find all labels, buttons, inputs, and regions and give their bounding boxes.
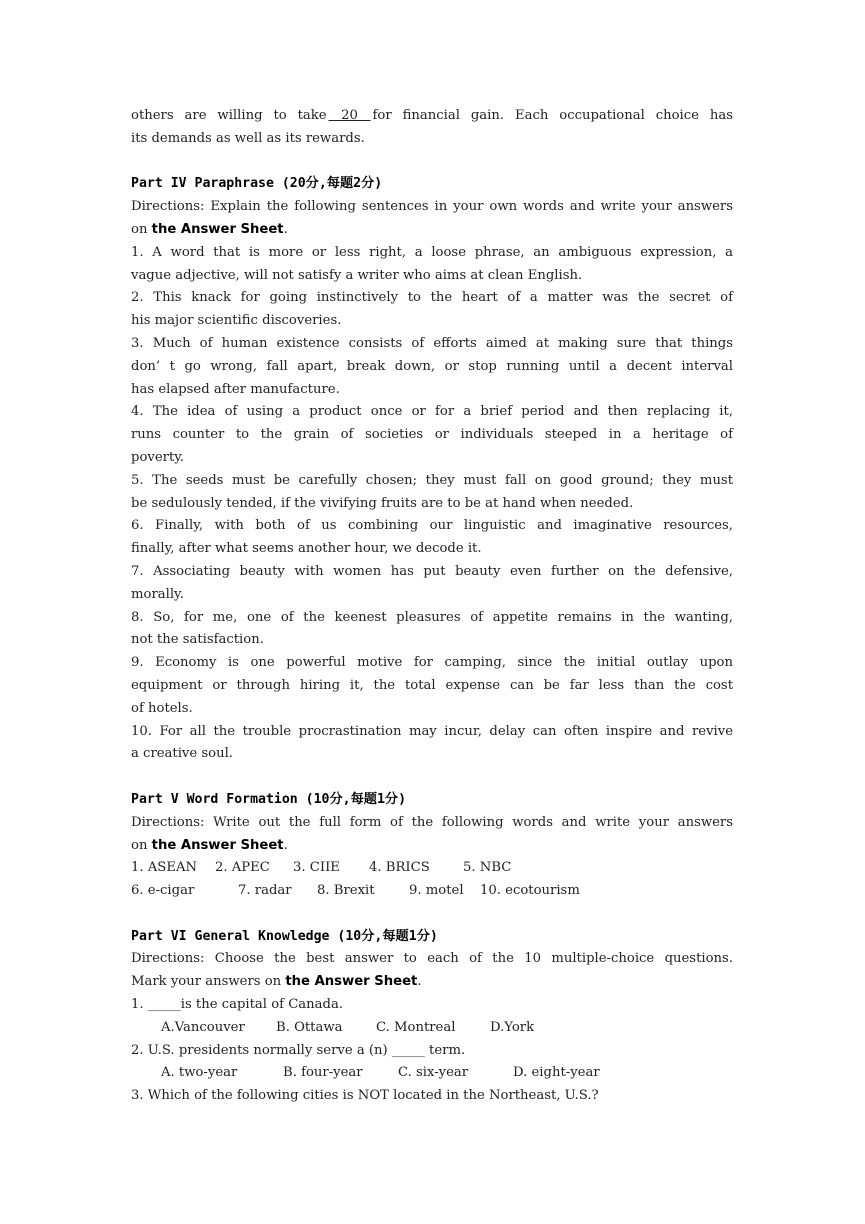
question-1: 1. _____is the capital of Canada. [131,997,344,1013]
option-c: C. six-year [398,1065,469,1081]
paraphrase-line: 3. Much of human existence consists of efforts aimed at making sure that things [131,335,733,351]
answer-sheet-label: the Answer Sheet [285,974,418,990]
paraphrase-item [131,652,733,720]
option-a: A.Vancouver [161,1019,245,1035]
word-item: 6. e-cigar [131,883,195,899]
paraphrase-item [131,333,733,401]
part5-directions-1: Directions: Write out the full form of the following words and write your answers [131,814,733,830]
answer-sheet-label: the Answer Sheet [151,221,284,237]
option-a: A. two-year [161,1065,238,1081]
document-page [131,105,733,1108]
question-2-options [131,1062,733,1085]
paraphrase-line: poverty. [131,449,185,465]
word-item: 8. Brexit [317,883,375,899]
spacer [131,766,733,789]
paraphrase-line: equipment or through hiring it, the total expense can be far less than the cost [131,677,733,693]
paraphrase-list [131,242,733,766]
directions-text: on [131,837,148,853]
word-item: 9. motel [409,883,464,899]
option-d: D.York [490,1019,535,1035]
part4-directions-1: Directions: Explain the following sentences in your own words and write your answers [131,199,733,215]
part6-directions-2 [131,971,733,994]
paraphrase-line: 8. So, for me, one of the keenest pleasures of appetite remains in the wanting, [131,609,733,625]
word-item: 1. ASEAN [131,860,198,876]
intro-text: for financial gain. Each occupational choice has [372,108,733,123]
paraphrase-line: 4. The idea of using a product once or for a brief period and then replacing it, [131,404,733,420]
option-d: D. eight-year [513,1065,600,1081]
paraphrase-line: 10. For all the trouble procrastination may incur, delay can often inspire and revive [131,723,733,739]
question-3: 3. Which of the following cities is NOT located in the Northeast, U.S.? [131,1088,599,1104]
directions-text: . [417,974,422,990]
question-2: 2. U.S. presidents normally serve a (n) _____ term. [131,1042,466,1058]
intro-text: others are willing to take [131,108,327,123]
paraphrase-line: 5. The seeds must be carefully chosen; they must fall on good ground; they must [131,472,733,488]
option-c: C. Montreal [376,1019,456,1035]
paraphrase-item [131,470,733,516]
part4-directions-2 [131,219,733,242]
word-item: 2. APEC [215,860,270,876]
word-row-2 [131,880,733,903]
directions-text: Mark your answers on [131,974,282,990]
option-b: B. four-year [283,1065,363,1081]
paraphrase-item [131,515,733,561]
blank-number: 20 [336,108,363,123]
paraphrase-item [131,401,733,469]
directions-text: . [283,221,288,237]
paraphrase-line: 6. Finally, with both of us combining our linguistic and imaginative resources, [131,518,733,534]
paraphrase-line: 9. Economy is one powerful motive for camping, since the initial outlay upon [131,655,733,671]
part6-directions-1: Directions: Choose the best answer to each of the 10 multiple-choice questions. [131,951,733,967]
paraphrase-item [131,287,733,333]
paraphrase-line: 7. Associating beauty with women has put beauty even further on the defensive, [131,563,733,579]
answer-sheet-label: the Answer Sheet [151,837,284,853]
paraphrase-line: be sedulously tended, if the vivifying fruits are to be at hand when needed. [131,495,634,511]
option-b: B. Ottawa [276,1019,343,1035]
spacer [131,151,733,174]
part5-directions-2 [131,835,733,858]
word-row-1 [131,857,733,880]
word-item: 3. CIIE [293,860,340,876]
paraphrase-line: don’ t go wrong, fall apart, break down, or stop running until a decent interval [131,358,733,374]
paraphrase-line: morally. [131,586,184,602]
paraphrase-line: 2. This knack for going instinctively to the heart of a matter was the secret of [131,290,733,306]
paraphrase-line: 1. A word that is more or less right, a loose phrase, an ambiguous expression, a [131,244,733,260]
paraphrase-line: finally, after what seems another hour, we decode it. [131,541,482,557]
paraphrase-line: not the satisfaction. [131,632,264,648]
paraphrase-item [131,721,733,767]
intro-line-2: its demands as well as its rewards. [131,130,365,146]
question-1-options [131,1017,733,1040]
paraphrase-line: of hotels. [131,700,193,716]
paraphrase-line: has elapsed after manufacture. [131,381,340,397]
word-item: 10. ecotourism [480,883,580,899]
word-item: 7. radar [238,883,292,899]
part4-title: Part IV Paraphrase (20分,每题2分) [131,176,383,192]
intro-line-1 [131,105,733,128]
paraphrase-line: runs counter to the grain of societies or individuals steeped in a heritage of [131,427,733,443]
paraphrase-item [131,607,733,653]
answer-blank-20 [327,105,373,128]
spacer [131,903,733,926]
paraphrase-line: his major scientific discoveries. [131,313,342,329]
directions-text: . [283,837,288,853]
word-item: 4. BRICS [369,860,430,876]
paraphrase-line: vague adjective, will not satisfy a writer who aims at clean English. [131,267,583,283]
paraphrase-item [131,242,733,288]
part5-title: Part V Word Formation (10分,每题1分) [131,791,407,807]
part6-title: Part VI General Knowledge (10分,每题1分) [131,928,438,944]
word-item: 5. NBC [463,860,512,876]
paraphrase-item [131,561,733,607]
directions-text: on [131,221,148,237]
paraphrase-line: a creative soul. [131,746,233,762]
